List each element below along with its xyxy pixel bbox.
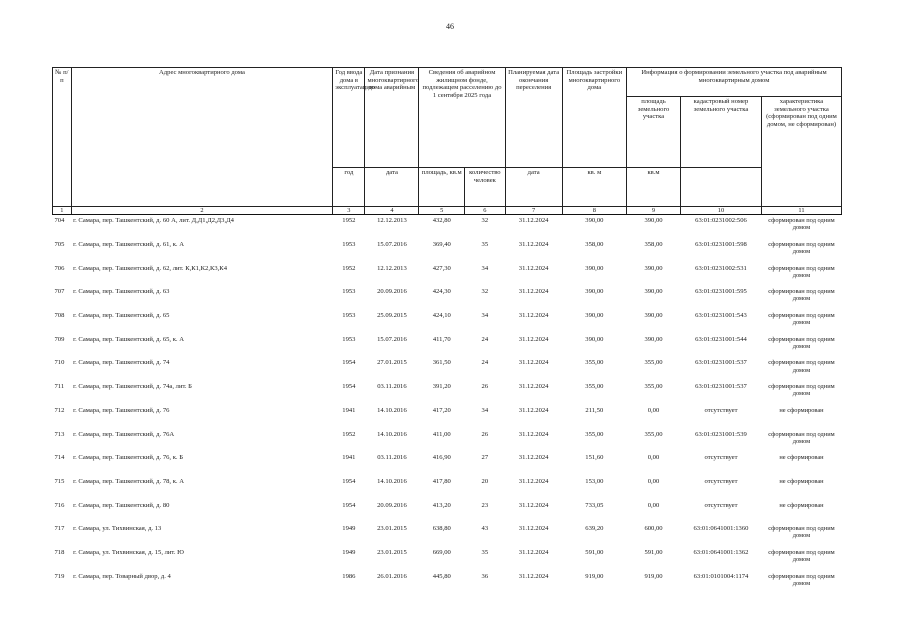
column-number: 11 [761,207,841,215]
row-number: 718 [54,548,65,556]
header-year: Год ввода дома в эксплуатацию [333,68,365,168]
date-cell: 03.11.2016 [377,383,407,391]
build-area-cell: 733,05 [585,501,604,509]
table-row [53,452,842,476]
address-cell: г. Самара, пер. Ташкентский, д. 74 [73,359,170,367]
year-cell: 1953 [342,241,356,249]
build-area-cell: 390,00 [585,288,604,296]
address-cell: г. Самара, ул. Тихвинская, д. 13 [73,525,162,533]
cadastral-cell: отсутствует [704,406,738,414]
column-number: 9 [627,207,681,215]
cadastral-cell: 63:01:0231001:544 [695,335,747,343]
column-number: 3 [333,207,365,215]
date-cell: 23.01.2015 [377,525,407,533]
year-cell: 1954 [342,477,356,485]
land-char-cell: сформирован под одним домом [768,525,835,540]
header-cadastral: кадастровый номер земельного участка [681,97,762,168]
date-cell: 14.10.2016 [377,406,407,414]
cadastral-cell: 63:01:0641001:1362 [693,548,749,556]
people-cell: 36 [481,572,489,580]
land-char-cell: не сформирован [779,454,824,462]
cadastral-cell: отсутствует [704,501,738,509]
table-row [53,239,842,263]
row-number: 715 [54,477,65,485]
unit-land-area: кв.м [627,168,681,207]
planned-date-cell: 31.12.2024 [518,383,549,391]
build-area-cell: 153,00 [585,477,604,485]
land-area-cell: 390,00 [644,335,663,343]
land-char-cell: не сформирован [779,406,824,414]
planned-date-cell: 31.12.2024 [518,406,549,414]
area-cell: 416,90 [432,454,451,462]
address-cell: г. Самара, пер. Ташкентский, д. 62, лит. К,К1,К2,К3,К4 [73,264,227,272]
page-number: 46 [446,22,454,31]
date-cell: 12.12.2013 [377,264,407,272]
planned-date-cell: 31.12.2024 [518,572,549,580]
build-area-cell: 390,00 [585,217,604,225]
header-num: № п/п [53,68,72,207]
land-area-cell: 0,00 [647,501,660,509]
date-cell: 27.01.2015 [377,359,407,367]
table-row [53,286,842,310]
people-cell: 24 [481,359,489,367]
date-cell: 25.09.2015 [377,312,407,320]
address-cell: г. Самара, пер. Ташкентский, д. 74а, лит. Б [73,383,192,391]
year-cell: 1941 [342,454,356,462]
planned-date-cell: 31.12.2024 [518,312,549,320]
cadastral-cell: 63:01:0231002:531 [695,264,747,272]
unit-count: количество человек [465,168,505,207]
land-area-cell: 0,00 [647,477,660,485]
build-area-cell: 151,60 [585,454,604,462]
date-cell: 03.11.2016 [377,454,407,462]
unit-area: площадь, кв.м [419,168,465,207]
column-number: 10 [681,207,762,215]
address-cell: г. Самара, пер. Ташкентский, д. 65, к. А [73,335,184,343]
planned-date-cell: 31.12.2024 [518,430,549,438]
year-cell: 1949 [342,548,356,556]
land-char-cell: сформирован под одним домом [768,335,835,350]
cadastral-cell: 63:01:0231001:537 [695,359,747,367]
row-number: 706 [54,264,65,272]
planned-date-cell: 31.12.2024 [518,264,549,272]
land-char-cell: сформирован под одним домом [768,264,835,279]
cadastral-cell: 63:01:0101004:1174 [693,572,749,580]
emergency-housing-table [52,67,842,594]
year-cell: 1941 [342,406,356,414]
table-row [53,500,842,524]
table-row [53,215,842,239]
land-char-cell: сформирован под одним домом [768,572,835,587]
land-area-cell: 0,00 [647,406,660,414]
address-cell: г. Самара, ул. Тихвинская, д. 15, лит. Ю [73,548,184,556]
date-cell: 14.10.2016 [377,477,407,485]
area-cell: 411,00 [432,430,451,438]
column-number: 1 [53,207,72,215]
table-row [53,547,842,571]
row-number: 713 [54,430,65,438]
row-number: 714 [54,454,65,462]
year-cell: 1953 [342,312,356,320]
planned-date-cell: 31.12.2024 [518,548,549,556]
header-planned-date: Планируемая дата окончания переселения [505,68,562,168]
build-area-cell: 358,00 [585,241,604,249]
header-info-fund: Сведения об аварийном жилищном фонде, подлежащем расселению до 1 сентября 2025 года [419,68,505,168]
planned-date-cell: 31.12.2024 [518,454,549,462]
build-area-cell: 211,50 [585,406,604,414]
land-area-cell: 358,00 [644,241,663,249]
header-date-emergency: Дата признания многоквартирного дома аварийным [365,68,419,168]
planned-date-cell: 31.12.2024 [518,501,549,509]
land-char-cell: сформирован под одним домом [768,548,835,564]
land-char-cell: сформирован под одним домом [768,288,835,303]
land-char-cell: сформирован под одним домом [768,430,835,445]
unit-year: год [333,168,365,207]
people-cell: 26 [481,383,489,391]
people-cell: 43 [481,525,489,533]
header-address: Адрес многоквартирного дома [71,68,333,207]
row-number: 707 [54,288,65,296]
land-char-cell: сформирован под одним домом [768,241,835,256]
land-area-cell: 0,00 [647,454,660,462]
land-area-cell: 355,00 [644,383,663,391]
table-row [53,381,842,405]
area-cell: 427,30 [432,264,451,272]
land-area-cell: 390,00 [644,217,663,225]
table-row [53,476,842,500]
header-land-area: площадь земельного участка [627,97,681,168]
cadastral-cell: отсутствует [704,477,738,485]
cadastral-cell: 63:01:0231001:537 [695,383,747,391]
cadastral-cell: 63:01:0231001:595 [695,288,747,296]
area-cell: 369,40 [432,241,451,249]
table-row [53,405,842,429]
land-char-cell: сформирован под одним домом [768,217,835,232]
area-cell: 432,80 [432,217,451,225]
people-cell: 32 [481,217,489,225]
cadastral-cell: 63:01:0231001:598 [695,241,747,249]
build-area-cell: 390,00 [585,335,604,343]
area-cell: 417,20 [432,406,451,414]
row-number: 708 [54,312,65,320]
address-cell: г. Самара, пер. Товарный двор, д. 4 [73,572,171,580]
address-cell: г. Самара, пер. Ташкентский, д. 78, к. А [73,477,184,485]
land-char-cell: не сформирован [779,477,824,485]
area-cell: 413,20 [432,501,451,509]
date-cell: 20.09.2016 [377,288,407,296]
year-cell: 1954 [342,383,356,391]
land-char-cell: не сформирован [779,501,824,509]
date-cell: 23.01.2015 [377,548,407,556]
unit-date: дата [365,168,419,207]
build-area-cell: 355,00 [585,359,604,367]
land-area-cell: 355,00 [644,430,663,438]
table-body [53,215,842,595]
year-cell: 1952 [342,264,356,272]
row-number: 710 [54,359,65,367]
land-area-cell: 390,00 [644,288,663,296]
row-number: 712 [54,406,65,414]
land-char-cell: сформирован под одним домом [768,359,835,374]
year-cell: 1952 [342,430,356,438]
planned-date-cell: 31.12.2024 [518,288,549,296]
land-area-cell: 600,00 [644,525,663,533]
row-number: 709 [54,335,65,343]
row-number: 704 [54,217,65,225]
address-cell: г. Самара, пер. Ташкентский, д. 76 [73,406,170,414]
address-cell: г. Самара, пер. Ташкентский, д. 65 [73,312,170,320]
land-area-cell: 591,00 [644,548,663,556]
unit-planned: дата [505,168,562,207]
planned-date-cell: 31.12.2024 [518,217,549,225]
date-cell: 12.12.2013 [377,217,407,225]
land-area-cell: 390,00 [644,264,663,272]
table-row [53,334,842,358]
row-number: 719 [54,572,65,580]
date-cell: 15.07.2016 [377,241,407,249]
table-row [53,310,842,334]
table-row [53,357,842,381]
land-char-cell: сформирован под одним домом [768,312,835,327]
column-numbers-row [53,207,842,215]
people-cell: 35 [481,241,489,249]
build-area-cell: 919,00 [585,572,604,580]
row-number: 711 [54,383,65,391]
address-cell: г. Самара, пер. Ташкентский, д. 60 А, лит. Д,Д1,Д2,Д3,Д4 [73,217,234,225]
column-number: 8 [562,207,626,215]
planned-date-cell: 31.12.2024 [518,241,549,249]
column-number: 6 [465,207,505,215]
area-cell: 424,30 [432,288,451,296]
people-cell: 34 [481,312,489,320]
people-cell: 32 [481,288,489,296]
area-cell: 669,00 [432,548,451,556]
build-area-cell: 355,00 [585,383,604,391]
people-cell: 27 [481,454,489,462]
area-cell: 638,80 [432,525,451,533]
row-number: 705 [54,241,65,249]
people-cell: 24 [481,335,489,343]
area-cell: 445,80 [432,572,451,580]
people-cell: 26 [481,430,489,438]
year-cell: 1954 [342,501,356,509]
address-cell: г. Самара, пер. Ташкентский, д. 76, к. Б [73,454,184,462]
table-row [53,571,842,595]
table-row [53,263,842,287]
year-cell: 1949 [342,525,356,533]
year-cell: 1953 [342,288,356,296]
date-cell: 26.01.2016 [377,572,407,580]
cadastral-cell: 63:01:0231001:539 [695,430,747,438]
column-number: 4 [365,207,419,215]
table-row [53,523,842,547]
year-cell: 1954 [342,359,356,367]
year-cell: 1953 [342,335,356,343]
build-area-cell: 591,00 [585,548,604,556]
build-area-cell: 355,00 [585,430,604,438]
unit-build-area: кв. м [562,168,626,207]
build-area-cell: 390,00 [585,264,604,272]
area-cell: 361,50 [432,359,451,367]
planned-date-cell: 31.12.2024 [518,525,549,533]
address-cell: г. Самара, пер. Ташкентский, д. 76А [73,430,175,438]
cadastral-cell: 63:01:0231002:506 [695,217,747,225]
area-cell: 417,80 [432,477,451,485]
build-area-cell: 639,20 [585,525,604,533]
header-land-char: характеристика земельного участка (сформирован под одним домом, не сформирован) [761,97,841,207]
land-area-cell: 919,00 [644,572,663,580]
land-char-cell: сформирован под одним домом [768,383,835,398]
people-cell: 23 [481,501,489,509]
build-area-cell: 390,00 [585,312,604,320]
row-number: 717 [54,525,65,533]
area-cell: 411,70 [432,335,451,343]
year-cell: 1986 [342,572,356,580]
cadastral-cell: отсутствует [704,454,738,462]
date-cell: 14.10.2016 [377,430,407,438]
people-cell: 35 [481,548,489,556]
address-cell: г. Самара, пер. Ташкентский, д. 61, к. А [73,241,184,249]
address-cell: г. Самара, пер. Ташкентский, д. 80 [73,501,170,509]
planned-date-cell: 31.12.2024 [518,359,549,367]
table-row [53,429,842,453]
cadastral-cell: 63:01:0641001:1360 [693,525,749,533]
planned-date-cell: 31.12.2024 [518,335,549,343]
header-land-info: Информация о формировании земельного участка под аварийным многоквартирным домом [627,68,842,97]
address-cell: г. Самара, пер. Ташкентский, д. 63 [73,288,170,296]
column-number: 5 [419,207,465,215]
land-area-cell: 355,00 [644,359,663,367]
area-cell: 391,20 [432,383,451,391]
land-area-cell: 390,00 [644,312,663,320]
date-cell: 15.07.2016 [377,335,407,343]
column-number: 2 [71,207,333,215]
cadastral-cell: 63:01:0231001:543 [695,312,747,320]
planned-date-cell: 31.12.2024 [518,477,549,485]
area-cell: 424,10 [432,312,451,320]
people-cell: 20 [481,477,489,485]
people-cell: 34 [481,264,489,272]
people-cell: 34 [481,406,489,414]
column-number: 7 [505,207,562,215]
date-cell: 20.09.2016 [377,501,407,509]
header-area-building: Площадь застройки многоквартирного дома [562,68,626,168]
year-cell: 1952 [342,217,356,225]
row-number: 716 [54,501,65,509]
